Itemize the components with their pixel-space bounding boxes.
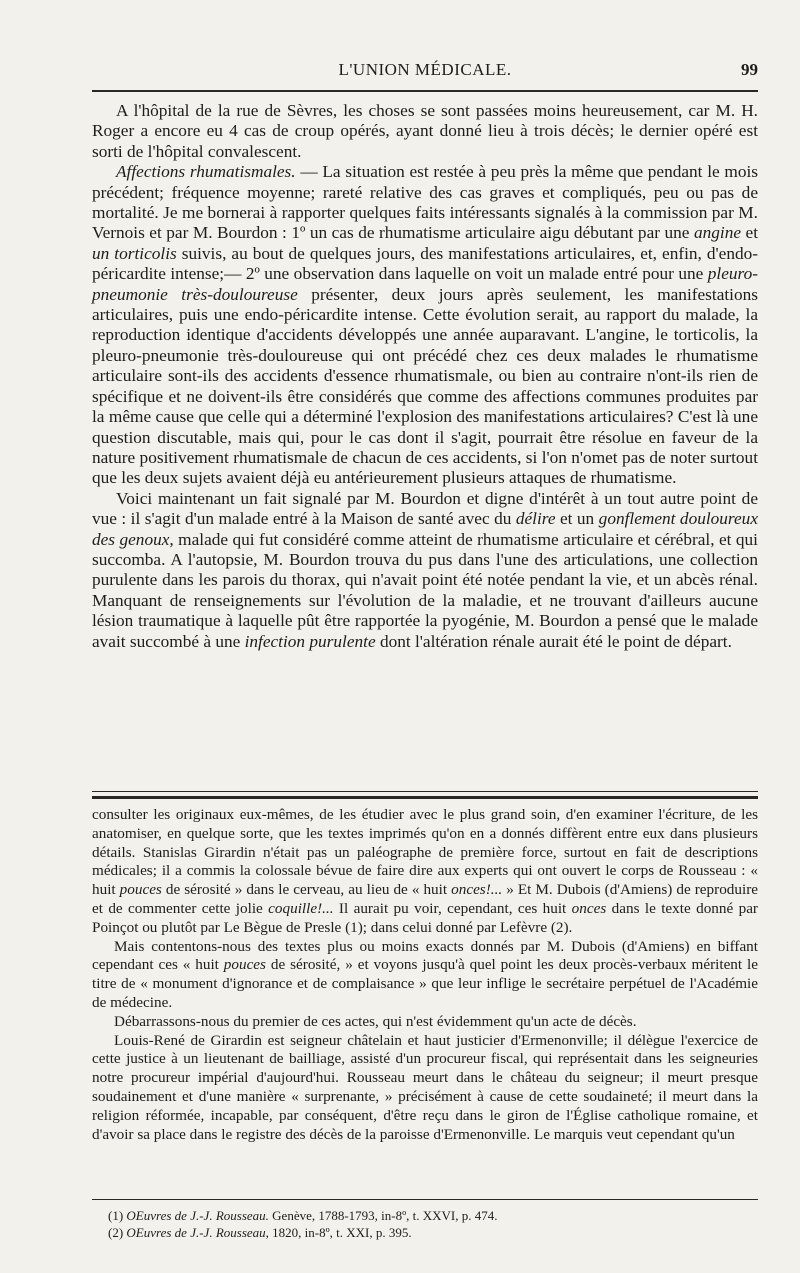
paragraph: Mais contentons-nous des textes plus ou moins exacts donnés par M. Dubois (d'Amiens) en biffant cependant ces « huit pouces de sérosité, » et voyons jusqu'à quel point les deux procès-verbaux méritent le titre de « monument d'ignorance et de complaisance » que leur inflige le secrétaire perpétuel de l'Académie de médecine. <box>92 937 758 1011</box>
page-header <box>92 56 758 86</box>
main-article <box>92 101 758 652</box>
footnotes <box>92 1208 758 1241</box>
section-heading: Affections rhumatismales. <box>116 162 296 182</box>
paragraph: Voici maintenant un fait signalé par M. Bourdon et digne d'intérêt à un tout autre point de vue : il s'agit d'un malade entré à la Maison de santé avec du délire et un gonflement douloureux des genoux, malade qui fut considéré comme atteint de rhumatisme articulaire et cérébral, et qui succomba. A l'autopsie, M. Bourdon trouva du pus dans l'une des articulations, une collection purulente dans les parois du thorax, qui n'avait point été notée pendant la vie, et un abcès rénal. Manquant de renseignements sur l'évolution de la maladie, et ne trouvant d'ailleurs aucune lésion traumatique à laquelle pût être rapportée la pyogénie, M. Bourdon a pensé que le malade avait succombé à une infection purulente dont l'altération rénale aurait été le point de départ. <box>92 488 758 651</box>
paragraph: Affections rhumatismales. — La situation est restée à peu près la même que pendant le mois précédent; fréquence moyenne; rareté relative des cas graves et compliqués, peu ou pas de mortalité. Je me bornerai à rapporter quelques faits intéressants signalés à la commission par M. Vernois et par M. Bourdon : 1º un cas de rhumatisme articulaire aigu débutant par une angine et un torticolis suivis, au bout de quelques jours, des manifestations articulaires, et, enfin, d'endo-péricardite intense;— 2º une observation dans laquelle on voit un malade entré pour une pleuro-pneumonie très-douloureuse présenter, deux jours après seulement, les manifestations articulaires, puis une endo-péricardite intense. Cette évolution serait, au rapport du malade, la reproduction identique d'accidents développés une année auparavant. L'angine, le torticolis, la pleuro-pneumonie très-douloureuse qui ont précédé chez ces deux malades le rhumatisme articulaire sont-ils des accidents d'essence rhumatismale, ou bien au contraire n'ont-ils rien de spécifique et ne doivent-ils être considérés que comme des affections communes produites par la même cause que celle qui a déterminé l'explosion des manifestations articulaires? C'est là une question discutable, mais qui, pour le cas dont il s'agit, pourrait être résolue en faveur de la nature positivement rhumatismale de chacun de ces accidents, si l'on n'omet pas de noter surtout que les deux sujets avaient déjà eu antérieurement plusieurs attaques de rhumatisme. <box>92 162 758 488</box>
page-number: 99 <box>741 60 758 79</box>
header-rule <box>92 90 758 92</box>
running-title: L'UNION MÉDICALE. <box>338 60 512 79</box>
paragraph: consulter les originaux eux-mêmes, de les étudier avec le plus grand soin, d'en examiner l'écriture, de les anatomiser, en quelque sorte, que les textes imprimés qu'on en a donnés diffèrent entre eux dans plusieurs détails. Stanislas Girardin n'était pas un paléographe de première force, surtout en fait de descriptions médicales; il a commis la colossale bévue de faire dire aux experts qui ont ouvert le corps de Rousseau : « huit pouces de sérosité » dans le cerveau, au lieu de « huit onces!... » Et M. Dubois (d'Amiens) de reproduire et de commenter cette jolie coquille!... Il aurait pu voir, cependant, ces huit onces dans le texte donné par Poinçot ou plutôt par Le Bègue de Presle (1); dans celui donné par Lefèvre (2). <box>92 806 758 936</box>
paragraph: Débarrassons-nous du premier de ces actes, qui n'est évidemment qu'un acte de décès. <box>114 1012 637 1030</box>
footnote-rule <box>92 1199 758 1200</box>
paragraph: A l'hôpital de la rue de Sèvres, les choses se sont passées moins heureusement, car M. H. Roger a encore eu 4 cas de croup opérés, ayant donné lieu à trois décès; le dernier opéré est sorti de l'hôpital convalescent. <box>92 101 758 161</box>
feuilleton-text <box>92 806 758 1144</box>
footnote: (2) OEuvres de J.-J. Rousseau, 1820, in-8º, t. XXI, p. 395. <box>108 1224 412 1240</box>
footnote: (1) OEuvres de J.-J. Rousseau. Genève, 1788-1793, in-8º, t. XXVI, p. 474. <box>108 1208 498 1223</box>
paragraph: Louis-René de Girardin est seigneur châtelain et haut justicier d'Ermenonville; il délègue l'exercice de cette justice à un lieutenant de bailliage, assisté d'un procureur fiscal, qui représentait dans les seigneuries notre procureur impérial d'aujourd'hui. Rousseau meurt dans le château du seigneur; il meurt presque soudainement et d'une manière « surprenante, » précisément à cause de cette soudaineté; il meurt dans la religion réformée, incapable, par conséquent, d'être reçu dans le giron de l'Église catholique romaine, et d'avoir sa place dans le registre des décès de la paroisse d'Ermenonville. Le marquis veut cependant qu'un <box>92 1031 758 1143</box>
feuilleton-separator <box>92 791 758 799</box>
